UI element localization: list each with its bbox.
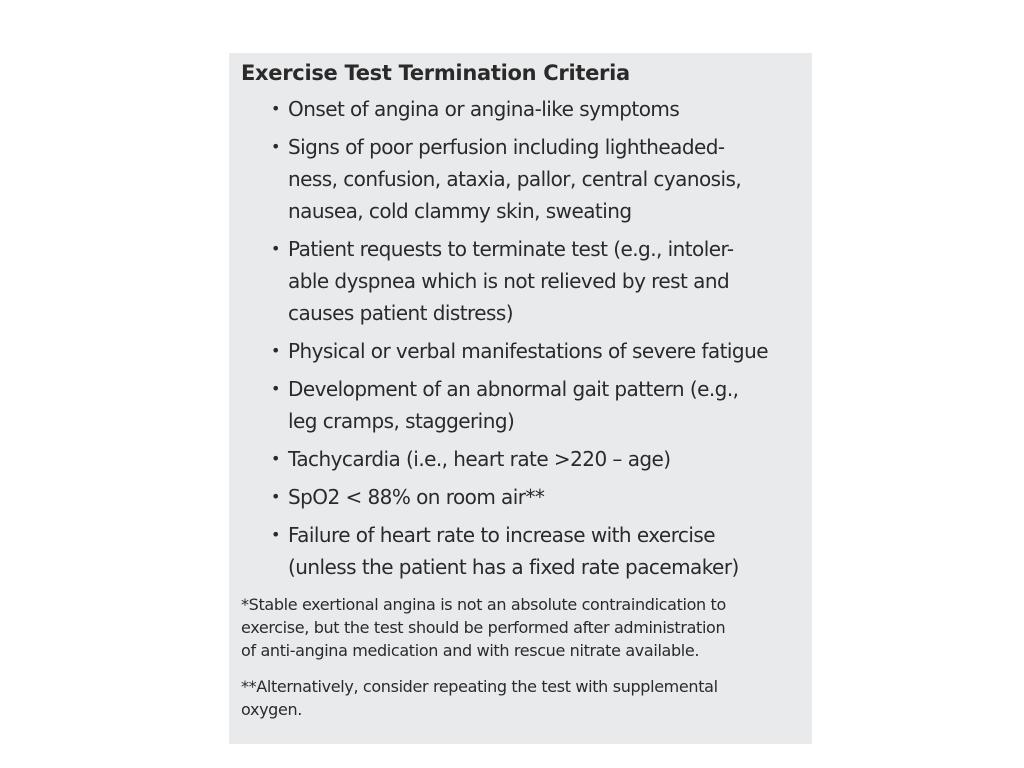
bullet-icon: •	[271, 525, 280, 544]
criterion-text: Patient requests to terminate test (e.g., intoler- able dyspnea which is not relieved by rest and causes patient distress)	[288, 237, 734, 325]
footnote-angina: *Stable exertional angina is not an absolute contraindication to exercise, but the test should be performed after administration of anti-angina medication and with rescue nitrate available.	[241, 595, 726, 660]
bullet-icon: •	[271, 341, 280, 360]
criterion-text: Onset of angina or angina-like symptoms	[288, 97, 680, 121]
criterion-text: Tachycardia (i.e., heart rate >220 – age)	[288, 447, 671, 471]
list-item	[241, 93, 804, 125]
list-item	[241, 373, 804, 437]
bullet-icon: •	[271, 239, 280, 258]
bullet-icon: •	[271, 449, 280, 468]
footnote-oxygen: **Alternatively, consider repeating the test with supplemental oxygen.	[241, 677, 718, 719]
criteria-panel	[229, 53, 812, 744]
bullet-icon: •	[271, 137, 280, 156]
criteria-list	[241, 93, 804, 583]
criterion-text: Development of an abnormal gait pattern (e.g., leg cramps, staggering)	[288, 377, 739, 433]
bullet-icon: •	[271, 487, 280, 506]
list-item	[241, 519, 804, 583]
list-item	[241, 443, 804, 475]
list-item	[241, 131, 804, 227]
bullet-icon: •	[271, 379, 280, 398]
criterion-text: Failure of heart rate to increase with exercise (unless the patient has a fixed rate pacemaker)	[288, 523, 739, 579]
document-title: Exercise Test Termination Criteria	[241, 61, 630, 85]
list-item	[241, 335, 804, 367]
list-item	[241, 481, 804, 513]
criterion-text: Signs of poor perfusion including lightheaded- ness, confusion, ataxia, pallor, central cyanosis, nausea, cold clammy skin, sweating	[288, 135, 742, 223]
list-item	[241, 233, 804, 329]
bullet-icon: •	[271, 99, 280, 118]
criterion-text: Physical or verbal manifestations of severe fatigue	[288, 339, 768, 363]
criterion-text: SpO2 < 88% on room air**	[288, 485, 545, 509]
